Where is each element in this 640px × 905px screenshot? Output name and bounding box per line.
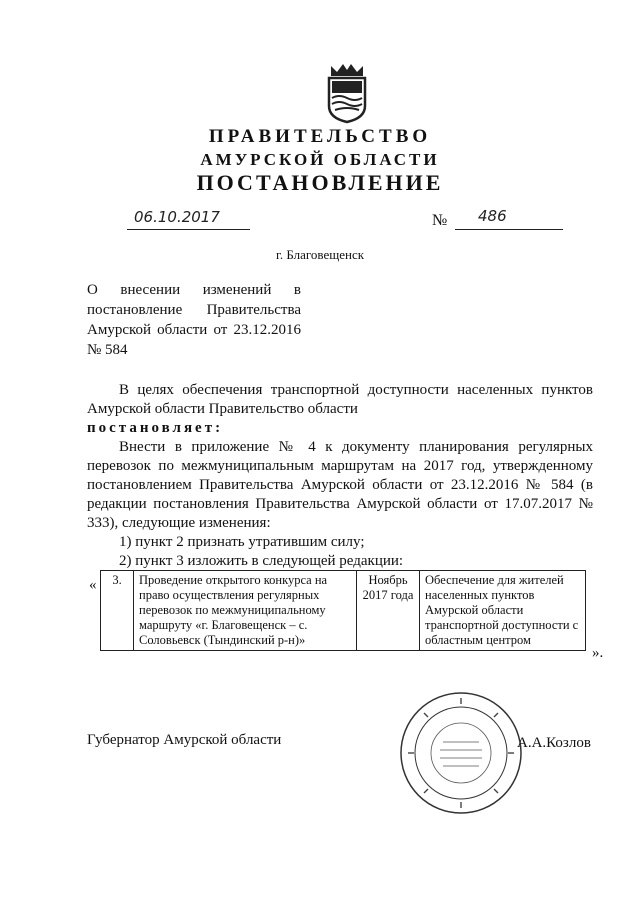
document-body [87,381,593,571]
document-date: 06.10.2017 [134,208,220,226]
cell-number: 3. [101,571,134,651]
official-seal [398,690,524,816]
signer-name: А.А.Козлов [517,735,591,751]
coat-of-arms-emblem [323,62,371,124]
org-name-line1: ПРАВИТЕЛЬСТВО [208,126,432,147]
city-line: г. Благовещенск [275,247,365,262]
table-row [101,571,586,651]
cell-period: Ноябрь 2017 года [357,571,420,651]
decree-word: постановляет: [87,420,224,436]
main-paragraph: Внести в приложение № 4 к документу планирования регулярных перевозок по межмуниципальным маршрутам на 2017 год, утвержденному постановлением Правительства Амурской области от 23.12.2016 № 584 (в редакции постановления Правительства Амурской области от 17.07.2017 № 333), следующие изменения: [87,439,593,531]
amendment-table [100,570,586,651]
document-type: ПОСТАНОВЛЕНИЕ [196,170,444,195]
list-item-2: 2) пункт 3 изложить в следующей редакции: [119,553,404,569]
cell-result: Обеспечение для жителей населенных пунктов Амурской области транспортной доступности с областным центром [420,571,586,651]
table-close-quote: ». [592,645,604,661]
preamble-paragraph: В целях обеспечения транспортной доступности населенных пунктов Амурской области Правительство области [87,382,593,417]
cell-description: Проведение открытого конкурса на право осуществления регулярных перевозок по межмуниципальному маршруту «г. Благовещенск – с. Соловьевск (Тындинский р-н)» [134,571,357,651]
number-underline [455,213,563,230]
list-item-1: 1) пункт 2 признать утратившим силу; [119,534,365,550]
table-open-quote: « [89,577,97,593]
document-number: 486 [478,207,507,225]
signer-title: Губернатор Амурской области [87,732,282,748]
document-subject: О внесении изменений в постановление Правительства Амурской области от 23.12.2016 № 584 [87,282,301,358]
number-label: № [432,212,448,229]
org-name-line2: АМУРСКОЙ ОБЛАСТИ [200,150,440,169]
